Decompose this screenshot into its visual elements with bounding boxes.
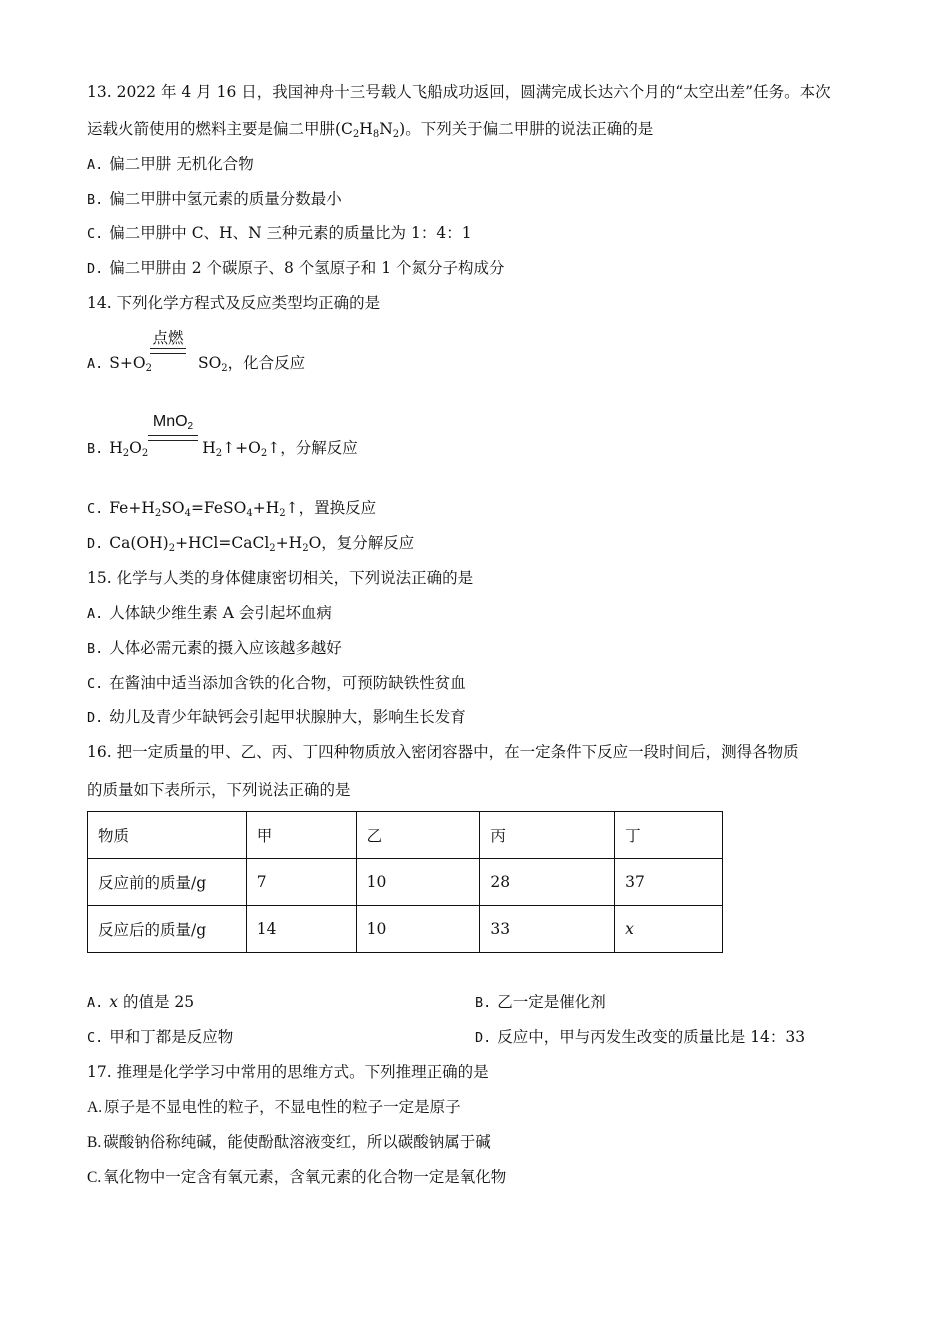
formula-element: N (379, 120, 393, 138)
option-text: 幼儿及青少年缺钙会引起甲状腺肿大，影响生长发育 (109, 708, 466, 726)
formula-subscript: 2 (187, 421, 194, 432)
double-line (148, 435, 198, 441)
option-text: 乙一定是催化剂 (497, 993, 606, 1011)
formula-subscript: 2 (269, 543, 276, 554)
q16-option-c[interactable] (87, 1027, 233, 1048)
table-header-row (88, 812, 723, 859)
q14-stem: 14. 下列化学方程式及反应类型均正确的是 (87, 294, 381, 312)
q17-option-c[interactable] (87, 1167, 506, 1188)
q14-option-c[interactable] (87, 498, 376, 519)
gas-arrow: ↑ (285, 499, 299, 517)
q13-stem-prefix: 运载火箭使用的燃料主要是偏二甲肼(C (87, 120, 353, 138)
option-tag: A. (87, 157, 104, 173)
option-text: 氧化物中一定含有氧元素，含氧元素的化合物一定是氧化物 (103, 1168, 507, 1186)
option-text: 偏二甲肼 无机化合物 (109, 155, 254, 173)
formula-subscript: 2 (141, 448, 149, 459)
formula-subscript: 2 (215, 448, 223, 459)
q13-option-c[interactable] (87, 223, 472, 244)
mass-table (87, 811, 723, 953)
table-cell: 14 (246, 906, 356, 953)
option-tag: C. (87, 226, 104, 242)
option-tag: B. (87, 192, 104, 208)
option-text: 反应中，甲与丙发生改变的质量比是 14：33 (497, 1028, 806, 1046)
reaction-type: ，分解反应 (280, 439, 358, 457)
option-tag: C. (87, 676, 104, 692)
option-tag: D. (87, 261, 104, 277)
table-cell: 28 (480, 859, 615, 906)
table-cell: 7 (246, 859, 356, 906)
variable-x: x (109, 993, 119, 1011)
q15-option-b[interactable] (87, 638, 342, 659)
formula-subscript: 2 (154, 508, 162, 519)
equation-product: SO (197, 354, 222, 372)
option-tag: D. (87, 710, 104, 726)
option-text: 原子是不显电性的粒子，不显电性的粒子一定是原子 (104, 1098, 461, 1116)
formula-element: H (359, 120, 373, 138)
option-tag: A. (87, 356, 104, 372)
equals-sign-with-condition (150, 326, 186, 356)
gas-arrow: ↑ (222, 439, 236, 457)
formula-subscript: 2 (122, 448, 130, 459)
formula-subscript: 2 (260, 448, 268, 459)
gas-arrow: ↑ (267, 439, 281, 457)
table-header-cell: 丙 (480, 812, 615, 859)
q15-option-d[interactable] (87, 707, 466, 728)
equation-text: SO (161, 499, 185, 517)
option-tag: C. (87, 1030, 104, 1046)
table-header-cell: 丁 (615, 812, 723, 859)
equation-text: +H (252, 499, 280, 517)
formula-subscript: 2 (145, 363, 152, 374)
q14-option-b[interactable] (87, 438, 358, 459)
q14-option-a[interactable] (87, 353, 305, 374)
option-text: 在酱油中适当添加含铁的化合物，可预防缺铁性贫血 (109, 674, 466, 692)
table-row (88, 906, 723, 953)
option-tag: A. (87, 995, 104, 1011)
q13-stem-line2 (87, 119, 653, 139)
equation-text: +HCl=CaCl (175, 534, 270, 552)
table-cell: 10 (356, 906, 480, 953)
reaction-type: ，置换反应 (298, 499, 377, 517)
q16-option-a[interactable] (87, 992, 194, 1013)
reaction-condition: 点燃 (152, 329, 184, 347)
table-cell: 33 (480, 906, 615, 953)
option-tag: D. (475, 1030, 492, 1046)
equation-text: =FeSO (190, 499, 247, 517)
formula-subscript: 2 (352, 129, 360, 140)
q14-option-d[interactable] (87, 533, 414, 554)
option-tag: B. (87, 641, 104, 657)
table-header-cell: 乙 (356, 812, 480, 859)
option-tag: A. (87, 606, 104, 622)
table-header-cell: 甲 (246, 812, 356, 859)
table-row (88, 859, 723, 906)
option-text: 偏二甲肼中氢元素的质量分数最小 (109, 190, 342, 208)
formula-subscript: 4 (246, 508, 253, 519)
q16-stem-line2: 的质量如下表所示，下列说法正确的是 (87, 781, 351, 799)
option-tag: B. (87, 1134, 102, 1151)
formula-subscript: 2 (279, 508, 286, 519)
formula-subscript: 4 (184, 508, 191, 519)
option-tag: B. (475, 995, 492, 1011)
double-line (150, 348, 186, 354)
option-text: 偏二甲肼由 2 个碳原子、8 个氢原子和 1 个氮分子构成分 (109, 259, 505, 277)
option-text: 人体必需元素的摄入应该越多越好 (109, 639, 342, 657)
formula-subscript: 2 (168, 543, 176, 554)
table-cell: 反应后的质量/g (88, 906, 247, 953)
equation-text: O (308, 534, 322, 552)
q13-stem-suffix: )。下列关于偏二甲肼的说法正确的是 (399, 120, 654, 138)
q17-stem: 17. 推理是化学学习中常用的思维方式。下列推理正确的是 (87, 1063, 489, 1081)
reaction-type: ，化合反应 (227, 354, 306, 372)
table-cell: 37 (615, 859, 723, 906)
formula-element: H (109, 439, 123, 457)
q15-option-c[interactable] (87, 673, 466, 694)
reaction-type: ，复分解反应 (321, 534, 415, 552)
q15-option-a[interactable] (87, 603, 332, 624)
catalyst-formula: MnO (152, 413, 188, 430)
q16-option-d[interactable] (475, 1027, 805, 1048)
q16-option-b[interactable] (475, 992, 606, 1013)
option-text: 碳酸钠俗称纯碱，能使酚酞溶液变红，所以碳酸钠属于碱 (103, 1133, 491, 1151)
q16-stem-line1: 16. 把一定质量的甲、乙、丙、丁四种物质放入密闭容器中，在一定条件下反应一段时间后，测得各物质 (87, 743, 799, 761)
q13-option-d[interactable] (87, 258, 505, 279)
formula-element: +O (235, 439, 261, 457)
formula-subscript: 8 (372, 129, 380, 140)
equation-text: Ca(OH) (109, 534, 169, 552)
table-cell-unknown: x (615, 906, 723, 953)
option-text: 偏二甲肼中 C、H、N 三种元素的质量比为 1：4：1 (109, 224, 472, 242)
option-text: 人体缺少维生素 A 会引起坏血病 (109, 604, 332, 622)
formula-element: O (129, 439, 142, 457)
catalyst-label (148, 413, 198, 431)
equals-sign-with-catalyst (148, 413, 198, 443)
equation-reactants: S+O (109, 354, 146, 372)
formula-subscript: 2 (221, 363, 228, 374)
option-tag: B. (87, 441, 104, 457)
q13-option-a[interactable] (87, 154, 254, 175)
equation-text: +H (275, 534, 303, 552)
option-text: 的值是 25 (118, 993, 195, 1011)
equation-text: Fe+H (109, 499, 155, 517)
option-tag: A. (87, 1099, 103, 1116)
q15-stem: 15. 化学与人类的身体健康密切相关，下列说法正确的是 (87, 569, 474, 587)
option-tag: D. (87, 536, 104, 552)
formula-element: H (202, 439, 216, 457)
q13-option-b[interactable] (87, 189, 342, 210)
table-header-cell: 物质 (88, 812, 247, 859)
formula-subscript: 2 (392, 129, 400, 140)
table-cell: 反应前的质量/g (88, 859, 247, 906)
formula-subscript: 2 (302, 543, 309, 554)
q13-stem-line1: 13. 2022 年 4 月 16 日，我国神舟十三号载人飞船成功返回，圆满完成长达六个月的“太空出差”任务。本次 (87, 83, 831, 101)
option-text: 甲和丁都是反应物 (109, 1028, 234, 1046)
q17-option-b[interactable] (87, 1132, 491, 1153)
option-tag: C. (87, 501, 104, 517)
option-tag: C. (87, 1169, 102, 1186)
table-cell: 10 (356, 859, 480, 906)
q17-option-a[interactable] (87, 1097, 461, 1118)
